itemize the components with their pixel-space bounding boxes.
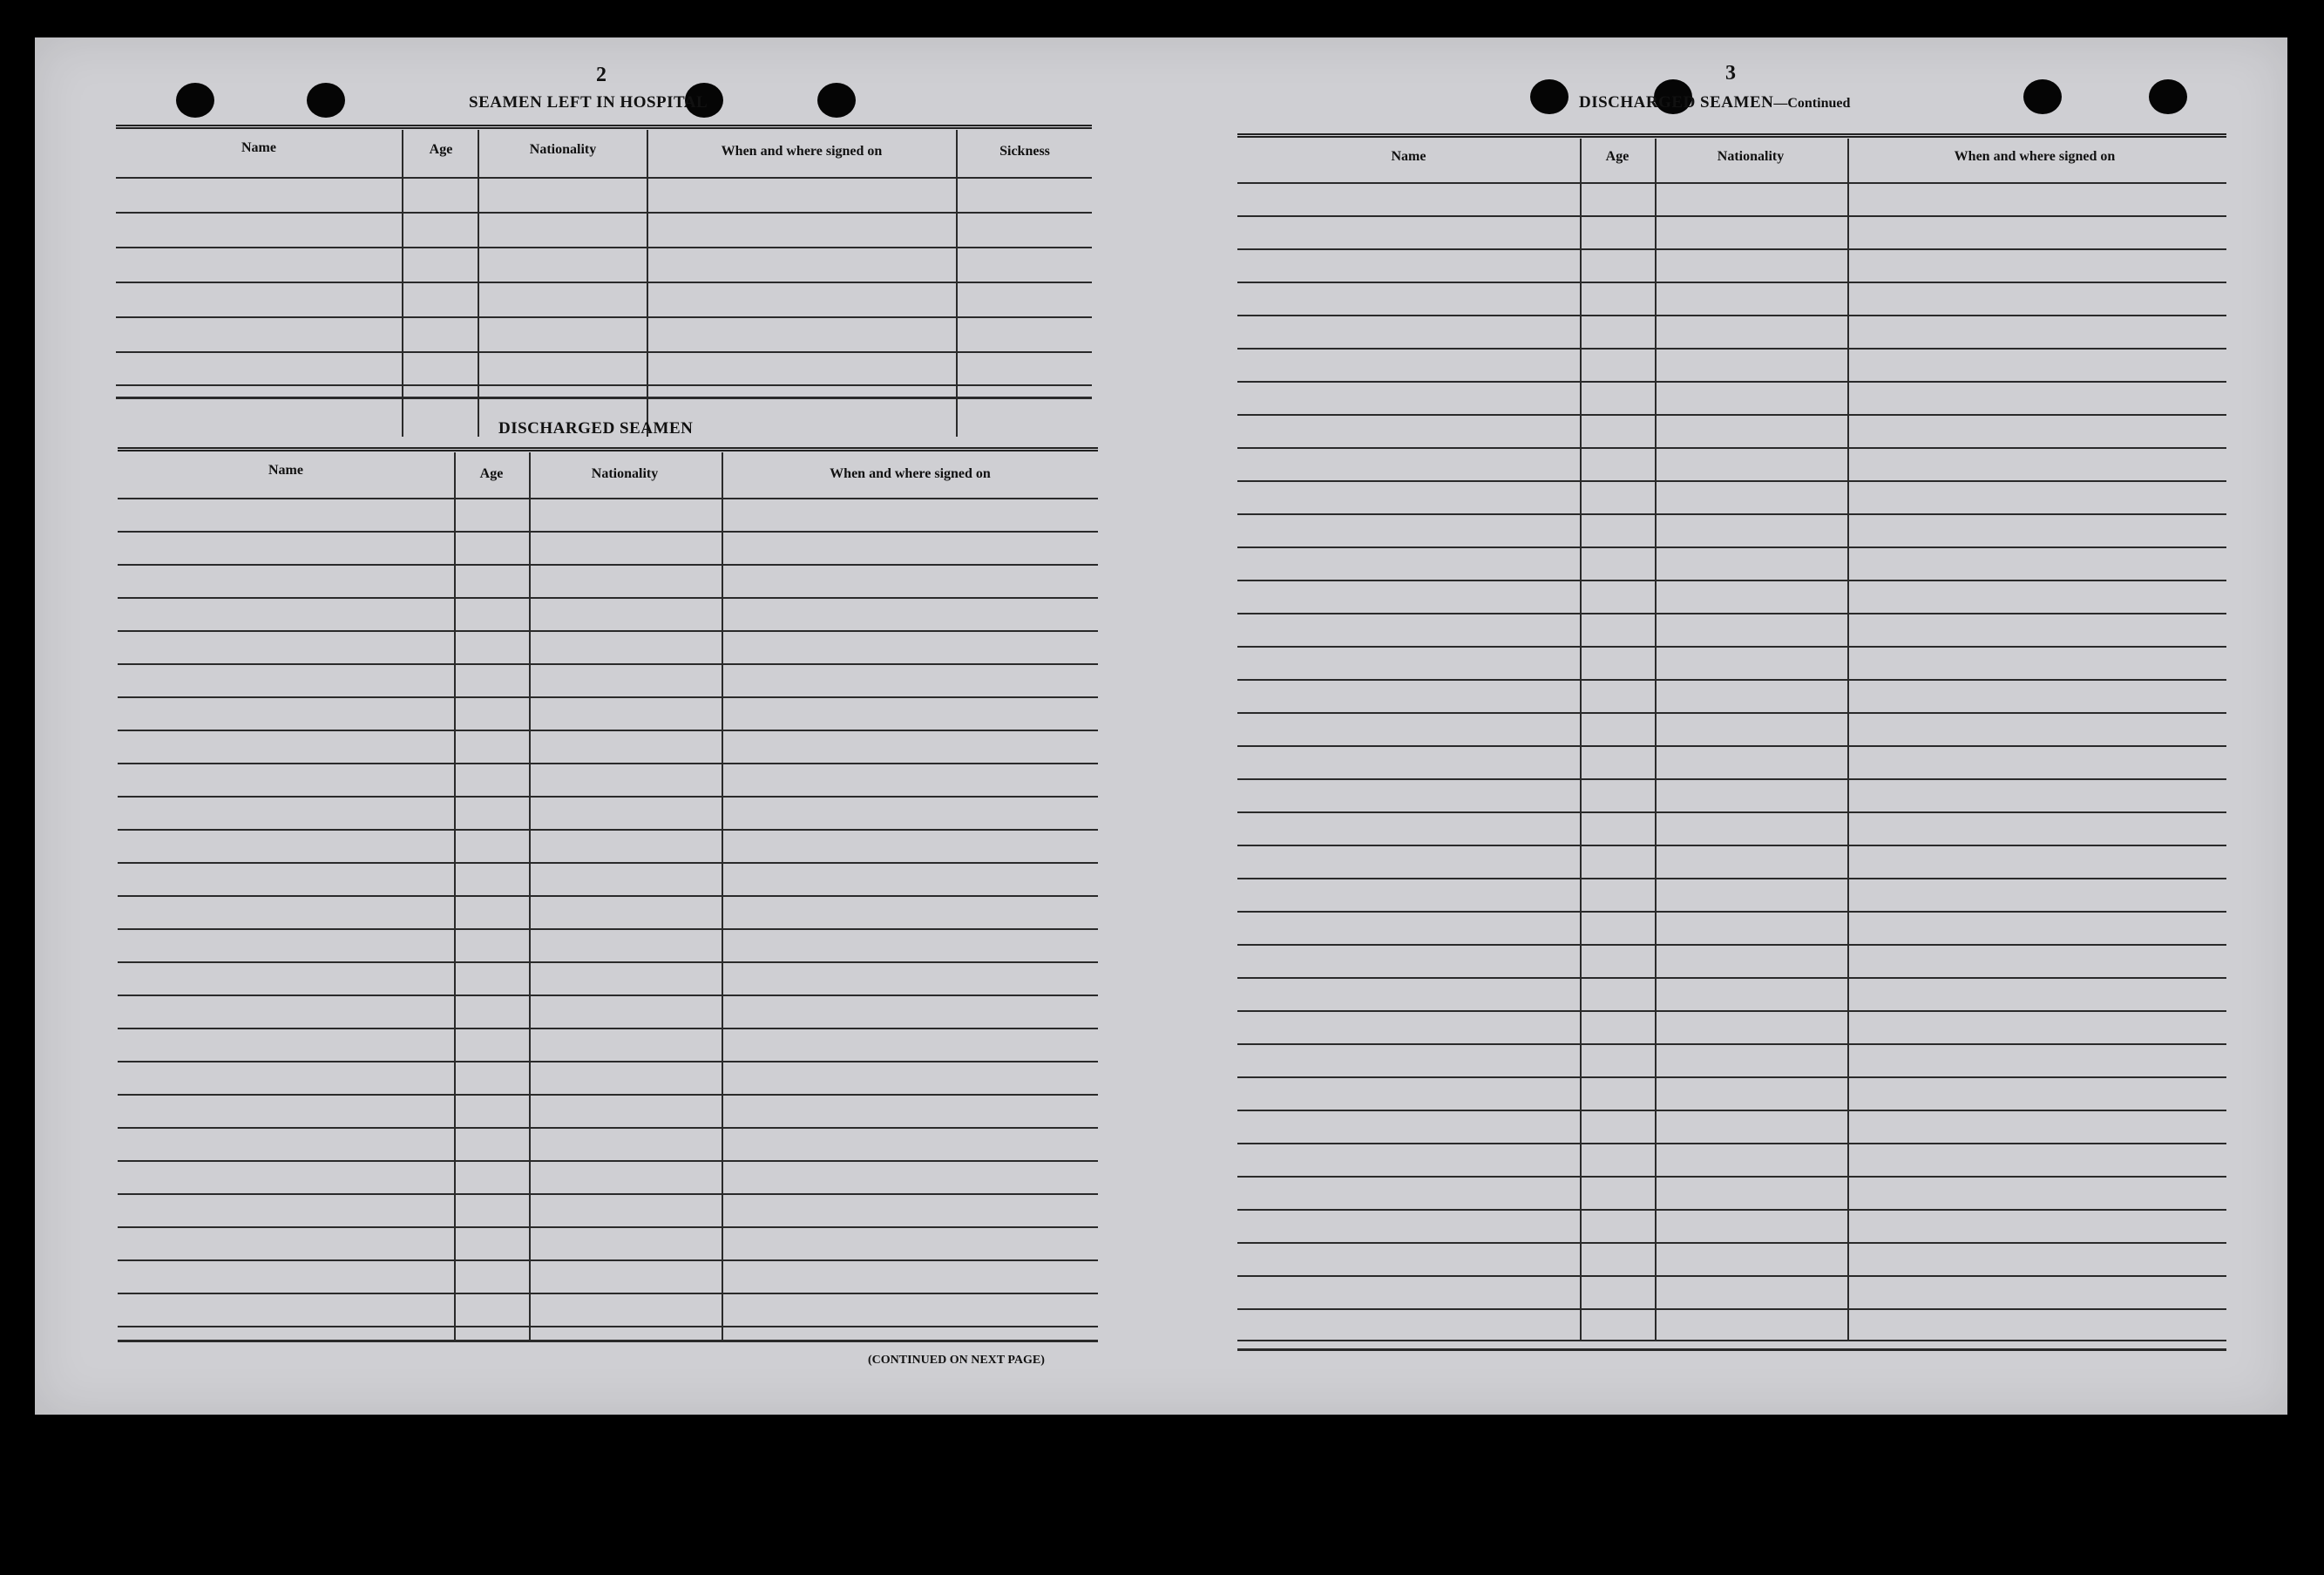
- col-head-name: Name: [1391, 149, 1426, 164]
- col-head-sickness: Sickness: [999, 144, 1050, 159]
- col-head-nationality: Nationality: [1717, 149, 1785, 164]
- col-head-nationality: Nationality: [591, 466, 659, 481]
- form-sheet: [35, 37, 2287, 1415]
- col-head-signed-on: When and where signed on: [1954, 149, 2116, 164]
- col-head-signed-on: When and where signed on: [721, 144, 883, 159]
- continued-note: (CONTINUED ON NEXT PAGE): [868, 1354, 1045, 1367]
- col-head-age: Age: [479, 466, 504, 481]
- col-head-age: Age: [429, 142, 453, 157]
- page-number-right: 3: [1725, 62, 1736, 85]
- discharged-continued-title-main: DISCHARGED SEAMEN: [1579, 93, 1774, 112]
- punch-hole: [307, 83, 345, 118]
- punch-hole: [2149, 79, 2187, 114]
- discharged-table-left: [118, 447, 1098, 1388]
- punch-hole: [1530, 79, 1569, 114]
- punch-hole: [176, 83, 214, 118]
- discharged-table-right: [1237, 133, 2226, 1371]
- col-head-signed-on: When and where signed on: [830, 466, 991, 481]
- col-head-name: Name: [268, 463, 303, 478]
- punch-hole: [817, 83, 856, 118]
- page-number-left: 2: [596, 64, 606, 86]
- col-head-name: Name: [241, 140, 276, 155]
- discharged-section-title: DISCHARGED SEAMEN: [498, 419, 694, 438]
- col-head-nationality: Nationality: [529, 142, 597, 157]
- col-head-age: Age: [1605, 149, 1630, 164]
- hospital-table: [116, 125, 1092, 438]
- punch-hole: [2023, 79, 2062, 114]
- discharged-continued-title-suffix: —Continued: [1773, 96, 1851, 111]
- hospital-section-title: SEAMEN LEFT IN HOSPITAL: [469, 93, 708, 112]
- discharged-continued-title: [1579, 93, 1850, 112]
